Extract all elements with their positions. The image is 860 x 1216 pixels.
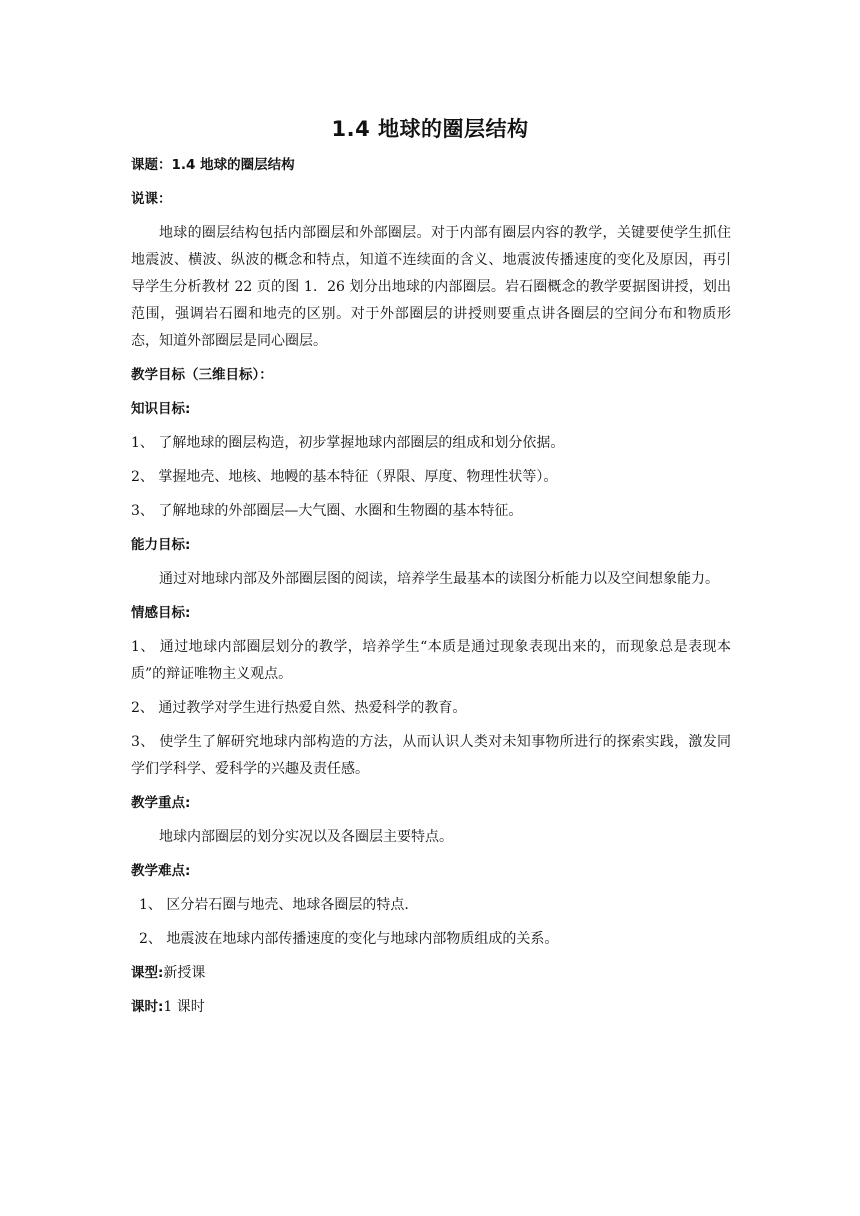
knowledge-label: 知识目标: <box>131 401 191 417</box>
document-body <box>131 152 731 1021</box>
lesson-type-line <box>131 960 731 987</box>
knowledge-item-1: 1、 了解地球的圈层构造，初步掌握地球内部圈层的组成和划分依据。 <box>131 435 565 451</box>
emotion-item-3: 3、 使学生了解研究地球内部构造的方法，从而认识人类对未知事物所进行的探索实践，激发同学们学科学、爱科学的兴趣及责任感。 <box>131 734 731 777</box>
topic-value: 1.4 地球的圈层结构 <box>171 157 295 173</box>
knowledge-item-2: 2、 掌握地壳、地核、地幔的基本特征（界限、厚度、物理性状等）。 <box>131 469 558 485</box>
lesson-time-label: 课时: <box>131 999 164 1015</box>
knowledge-item-3: 3、 了解地球的外部圈层—大气圈、水圈和生物圈的基本特征。 <box>131 503 523 519</box>
emotion-item-2: 2、 通过教学对学生进行热爱自然、热爱科学的教育。 <box>131 700 467 716</box>
key-point-label: 教学重点: <box>131 795 191 811</box>
difficulty-label: 教学难点: <box>131 863 191 879</box>
lesson-time-line <box>131 994 731 1021</box>
key-point-text: 地球内部圈层的划分实况以及各圈层主要特点。 <box>159 829 453 845</box>
ability-label: 能力目标: <box>131 537 191 553</box>
goals-heading: 教学目标（三维目标）： <box>131 367 273 383</box>
emotion-label: 情感目标: <box>131 605 191 621</box>
page-title: 1.4 地球的圈层结构 <box>331 117 529 141</box>
difficulty-item-2: 2、 地震波在地球内部传播速度的变化与地球内部物质组成的关系。 <box>139 931 559 947</box>
topic-label: 课题： <box>131 157 172 173</box>
lesson-type-value: 新授课 <box>163 965 206 981</box>
lesson-time-value: 1 课时 <box>163 999 205 1015</box>
shuoke-label: 说课： <box>131 191 172 207</box>
difficulty-item-1: 1、 区分岩石圈与地壳、地球各圈层的特点. <box>139 897 409 913</box>
shuoke-text: 地球的圈层结构包括内部圈层和外部圈层。对于内部有圈层内容的教学，关键要使学生抓住地震波、横波、纵波的概念和特点，知道不连续面的含义、地震波传播速度的变化及原因，再引导学生分析教材 22 页的图 1．26 划分出地球的内部圈层。岩石圈概念的教学要据图讲授，划出范围，强调岩石圈和地壳的区别。对于外部圈层的讲授则要重点讲各圈层的空间分布和物质形态，知道外部圈层是同心圈层。 <box>131 225 731 349</box>
emotion-item-1: 1、 通过地球内部圈层划分的教学，培养学生“本质是通过现象表现出来的，而现象总是表现本质”的辩证唯物主义观点。 <box>131 639 731 682</box>
lesson-type-label: 课型: <box>131 965 164 981</box>
topic-line <box>131 152 731 179</box>
ability-text: 通过对地球内部及外部圈层图的阅读，培养学生最基本的读图分析能力以及空间想象能力。 <box>159 571 719 587</box>
